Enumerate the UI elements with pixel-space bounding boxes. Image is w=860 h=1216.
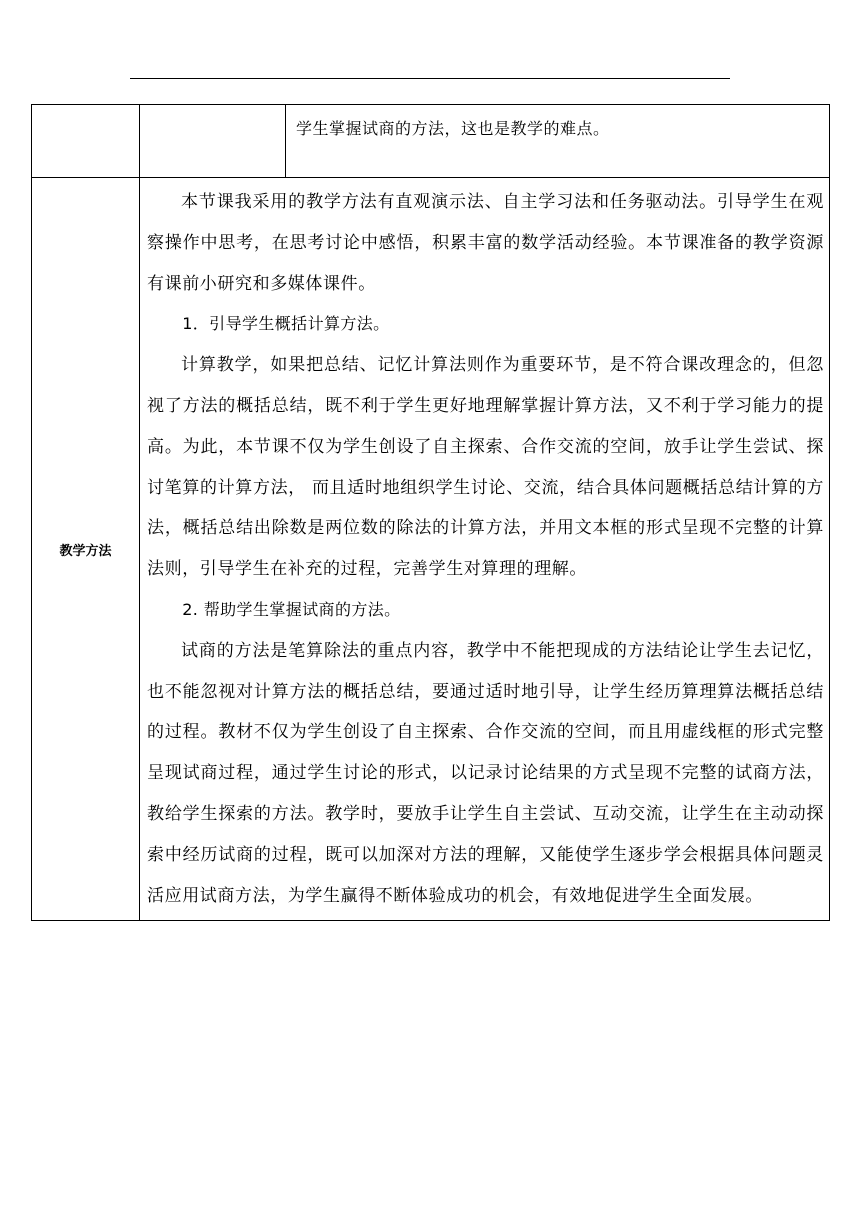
continued-content-cell [286,105,830,178]
heading-2: 2. 帮助学生掌握试商的方法。 [182,599,401,619]
lesson-plan-table [31,104,830,921]
continued-sub-cell [140,105,286,178]
heading-1: 1．引导学生概括计算方法。 [182,314,390,334]
header-rule [130,78,730,79]
continued-row [32,105,830,178]
teaching-method-row [32,178,830,921]
continued-text: 学生掌握试商的方法，这也是教学的难点。 [296,119,610,138]
section-label: 教学方法 [32,178,140,921]
paragraph-2: 试商的方法是笔算除法的重点内容，教学中不能把现成的方法结论让学生去记忆，也不能忽视对计算方法的概括总结，要通过适时地引导，让学生经历算理算法概括总结的过程。教材不仅为学生创设了自主探索、合作交流的空间，而且用虚线框的形式完整呈现试商过程，通过学生讨论的形式，以记录讨论结果的方式呈现不完整的试商方法，教给学生探索的方法。教学时，要放手让学生自主尝试、互动交流，让学生在主动动探索中经历试商的过程，既可以加深对方法的理解，又能使学生逐步学会根据具体问题灵活应用试商方法，为学生赢得不断体验成功的机会，有效地促进学生全面发展。 [147,640,824,906]
continued-label-cell [32,105,140,178]
section-content [140,178,830,921]
paragraph-intro: 本节课我采用的教学方法有直观演示法、自主学习法和任务驱动法。引导学生在观察操作中思考，在思考讨论中感悟，积累丰富的数学活动经验。本节课准备的教学资源有课前小研究和多媒体课件。 [147,192,824,294]
paragraph-1: 计算教学，如果把总结、记忆计算法则作为重要环节，是不符合课改理念的，但忽视了方法的概括总结，既不利于学生更好地理解掌握计算方法，又不利于学习能力的提高。为此，本节课不仅为学生创设了自主探索、合作交流的空间，放手让学生尝试、探讨笔算的计算方法， 而且适时地组织学生讨论、交流，结合具体问题概括总结计算的方法，概括总结出除数是两位数的除法的计算方法，并用文本框的形式呈现不完整的计算法则，引导学生在补充的过程，完善学生对算理的理解。 [147,355,824,580]
